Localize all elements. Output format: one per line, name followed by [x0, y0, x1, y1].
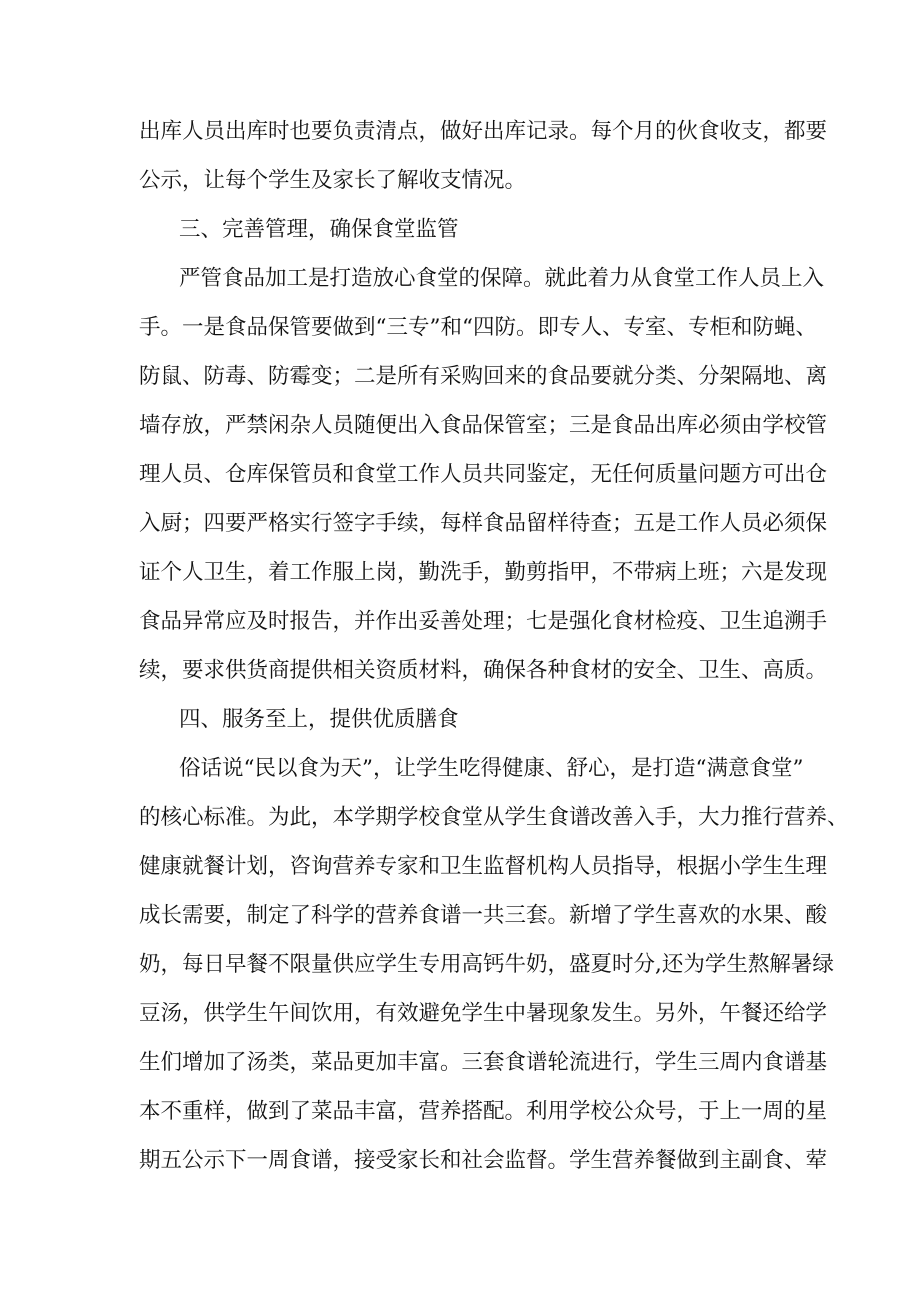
- text-line-8: 理人员、仓库保管员和食堂工作人员共同鉴定，无任何质量问题方可出仓: [139, 462, 828, 487]
- text-line-11: 食品异常应及时报告，并作出妥善处理；七是强化食材检疫、卫生追溯手: [139, 609, 828, 634]
- paragraph-start-line-2: 俗话说“民以食为天”，让学生吃得健康、舒心，是打造“满意食堂”: [179, 756, 804, 781]
- text-line-20: 生们增加了汤类，菜品更加丰富。三套食谱轮流进行，学生三周内食谱基: [139, 1050, 828, 1075]
- text-line-2: 公示，让每个学生及家长了解收支情况。: [139, 168, 527, 193]
- text-line-22: 期五公示下一周食谱，接受家长和社会监督。学生营养餐做到主副食、荤: [139, 1148, 828, 1173]
- text-line-15: 的核心标准。为此，本学期学校食堂从学生食谱改善入手，大力推行营养、: [139, 805, 849, 830]
- text-line-10: 证个人卫生，着工作服上岗，勤洗手，勤剪指甲，不带病上班；六是发现: [139, 560, 828, 585]
- text-line-7: 墙存放，严禁闲杂人员随便出入食品保管室；三是食品出库必须由学校管: [139, 413, 828, 438]
- text-line-16: 健康就餐计划，咨询营养专家和卫生监督机构人员指导，根据小学生生理: [139, 854, 828, 879]
- text-line-21: 本不重样，做到了菜品丰富，营养搭配。利用学校公众号，于上一周的星: [139, 1099, 828, 1124]
- text-line-12: 续，要求供货商提供相关资质材料，确保各种食材的安全、卫生、高质。: [139, 658, 828, 683]
- paragraph-start-line: 严管食品加工是打造放心食堂的保障。就此着力从食堂工作人员上入: [179, 266, 825, 291]
- section-heading-3: 三、完善管理，确保食堂监管: [179, 217, 459, 242]
- text-line-5: 手。一是食品保管要做到“三专”和“四防。即专人、专室、专柜和防蝇、: [139, 315, 817, 340]
- text-line-18: 奶，每日早餐不限量供应学生专用高钙牛奶，盛夏时分,还为学生熬解暑绿: [139, 952, 834, 977]
- text-line-6: 防鼠、防毒、防霉变；二是所有采购回来的食品要就分类、分架隔地、离: [139, 364, 828, 389]
- text-line-17: 成长需要，制定了科学的营养食谱一共三套。新增了学生喜欢的水果、酸: [139, 903, 828, 928]
- section-heading-4: 四、服务至上，提供优质膳食: [179, 707, 459, 732]
- text-line-1: 出库人员出库时也要负责清点，做好出库记录。每个月的伙食收支，都要: [139, 119, 828, 144]
- text-line-9: 入厨；四要严格实行签字手续，每样食品留样待查；五是工作人员必须保: [139, 511, 828, 536]
- text-line-19: 豆汤，供学生午间饮用，有效避免学生中暑现象发生。另外，午餐还给学: [139, 1001, 828, 1026]
